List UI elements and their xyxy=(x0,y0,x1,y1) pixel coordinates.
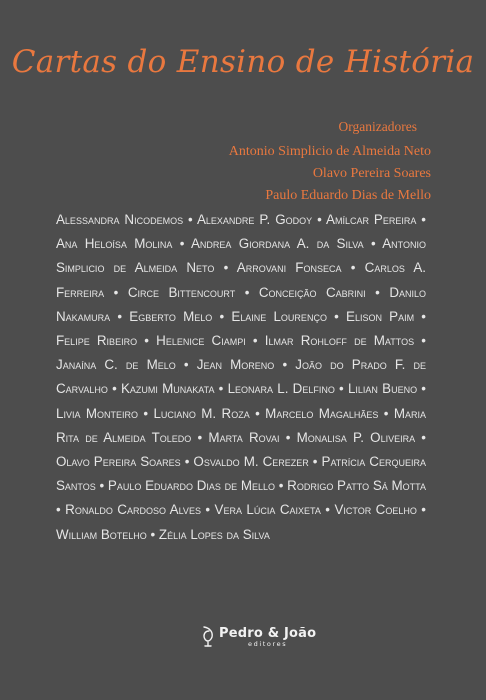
organizer-name: Antonio Simplicio de Almeida Neto xyxy=(228,144,431,159)
organizers-label: Organizadores xyxy=(338,119,417,134)
organizer-name: Paulo Eduardo Dias de Mello xyxy=(265,188,431,203)
pen-nib-icon xyxy=(201,626,215,648)
publisher-subtitle: editores xyxy=(248,640,288,648)
book-title: Cartas do Ensino de História xyxy=(11,44,475,80)
organizer-name: Olavo Pereira Soares xyxy=(312,166,431,181)
publisher-logo xyxy=(201,626,316,648)
organizers-block xyxy=(229,119,431,207)
authors-list: Alessandra Nicodemos • Alexandre P. Godoy • Amílcar Pereira • Ana Heloísa Molina • Andrea Giordana A. da Silva • Antonio Simplicio de Almeida Neto • Arrovani Fonseca • Carlos A. Ferreira • Circe Bittencourt • Conceição Cabrini • Danilo Nakamura • Egberto Melo • Elaine Lourenço • Elison Paim • Felipe Ribeiro • Helenice Ciampi • Ilmar Rohloff de Mattos • Janaína C. de Melo • Jean Moreno • João do Prado F. de Carvalho • Kazumi Munakata • Leonara L. Delfino • Lilian Bueno • Livia Monteiro • Luciano M. Roza • Marcelo Magalhães • Maria Rita de Almeida Toledo • Marta Rovai • Monalisa P. Oliveira • Olavo Pereira Soares • Osvaldo M. Cerezer • Patrícia Cerqueira Santos • Paulo Eduardo Dias de Mello • Rodrigo Patto Sá Motta • Ronaldo Cardoso Alves • Vera Lúcia Caixeta • Victor Coelho • William Botelho • Zélia Lopes da Silva xyxy=(56,212,426,542)
publisher-text xyxy=(219,626,316,648)
publisher-name: Pedro & João xyxy=(219,626,317,641)
